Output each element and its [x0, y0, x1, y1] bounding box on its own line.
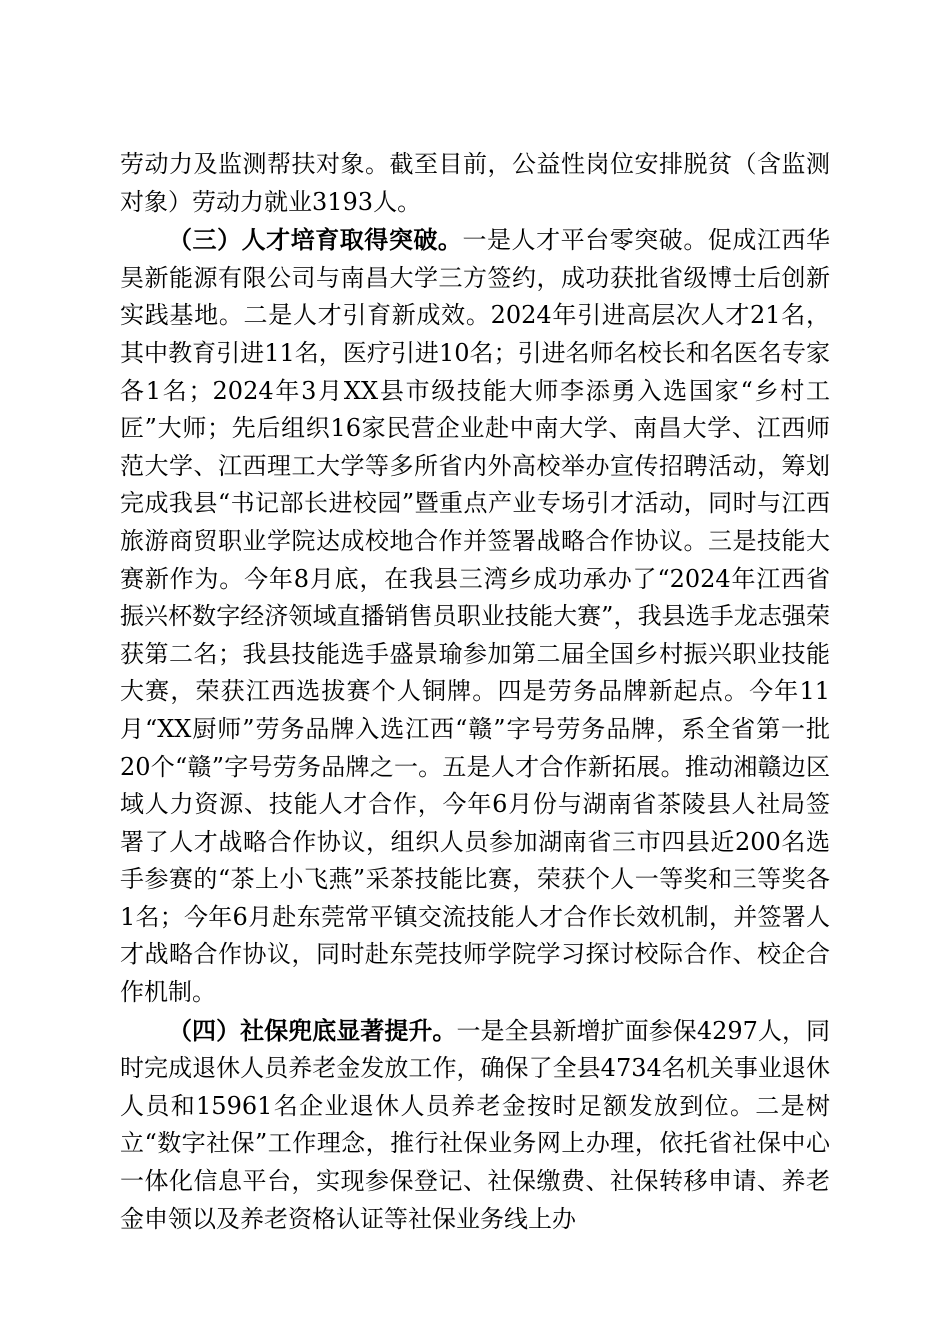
document-body	[120, 146, 830, 1238]
section-heading-talent: （三）人才培育取得突破。	[168, 225, 463, 255]
paragraph-continuation	[120, 146, 830, 221]
paragraph-text: 一是人才平台零突破。促成江西华昊新能源有限公司与南昌大学三方签约，成功获批省级博士后创新实践基地。二是人才引育新成效。2024年引进高层次人才21名，其中教育引进11名，医疗引进10名；引进名师名校长和名医名专家各1名；2024年3月XX县市级技能大师李添勇入选国家“乡村工匠”大师；先后组织16家民营企业赴中南大学、南昌大学、江西师范大学、江西理工大学等多所省内外高校举办宣传招聘活动，筹划完成我县“书记部长进校园”暨重点产业专场引才活动，同时与江西旅游商贸职业学院达成校地合作并签署战略合作协议。三是技能大赛新作为。今年8月底，在我县三湾乡成功承办了“2024年江西省振兴杯数字经济领域直播销售员职业技能大赛”，我县选手龙志强荣获第二名；我县技能选手盛景瑜参加第二届全国乡村振兴职业技能大赛，荣获江西选拔赛个人铜牌。四是劳务品牌新起点。今年11月“XX厨师”劳务品牌入选江西“赣”字号劳务品牌，系全省第一批20个“赣”字号劳务品牌之一。五是人才合作新拓展。推动湘赣边区域人力资源、技能人才合作，今年6月份与湖南省茶陵县人社局签署了人才战略合作协议，组织人员参加湖南省三市四县近200名选手参赛的“茶上小飞燕”采茶技能比赛，荣获个人一等奖和三等奖各1名；今年6月赴东莞常平镇交流技能人才合作长效机制，并签署人才战略合作协议，同时赴东莞技师学院学习探讨校际合作、校企合作机制。	[120, 226, 831, 1007]
paragraph-text: 一是全县新增扩面参保4297人，同时完成退休人员养老金发放工作，确保了全县4734名机关事业退休人员和15961名企业退休人员养老金按时足额发放到位。二是树立“数字社保”工作理念，推行社保业务网上办理，依托省社保中心一体化信息平台，实现参保登记、社保缴费、社保转移申请、养老金申领以及养老资格认证等社保业务线上办	[120, 1016, 831, 1233]
paragraph-social-security	[120, 1012, 830, 1239]
section-heading-social-security: （四）社保兜底显著提升。	[168, 1015, 457, 1045]
paragraph-talent-cultivation	[120, 221, 830, 1011]
paragraph-text: 劳动力及监测帮扶对象。截至目前，公益性岗位安排脱贫（含监测对象）劳动力就业3193人。	[120, 150, 830, 216]
